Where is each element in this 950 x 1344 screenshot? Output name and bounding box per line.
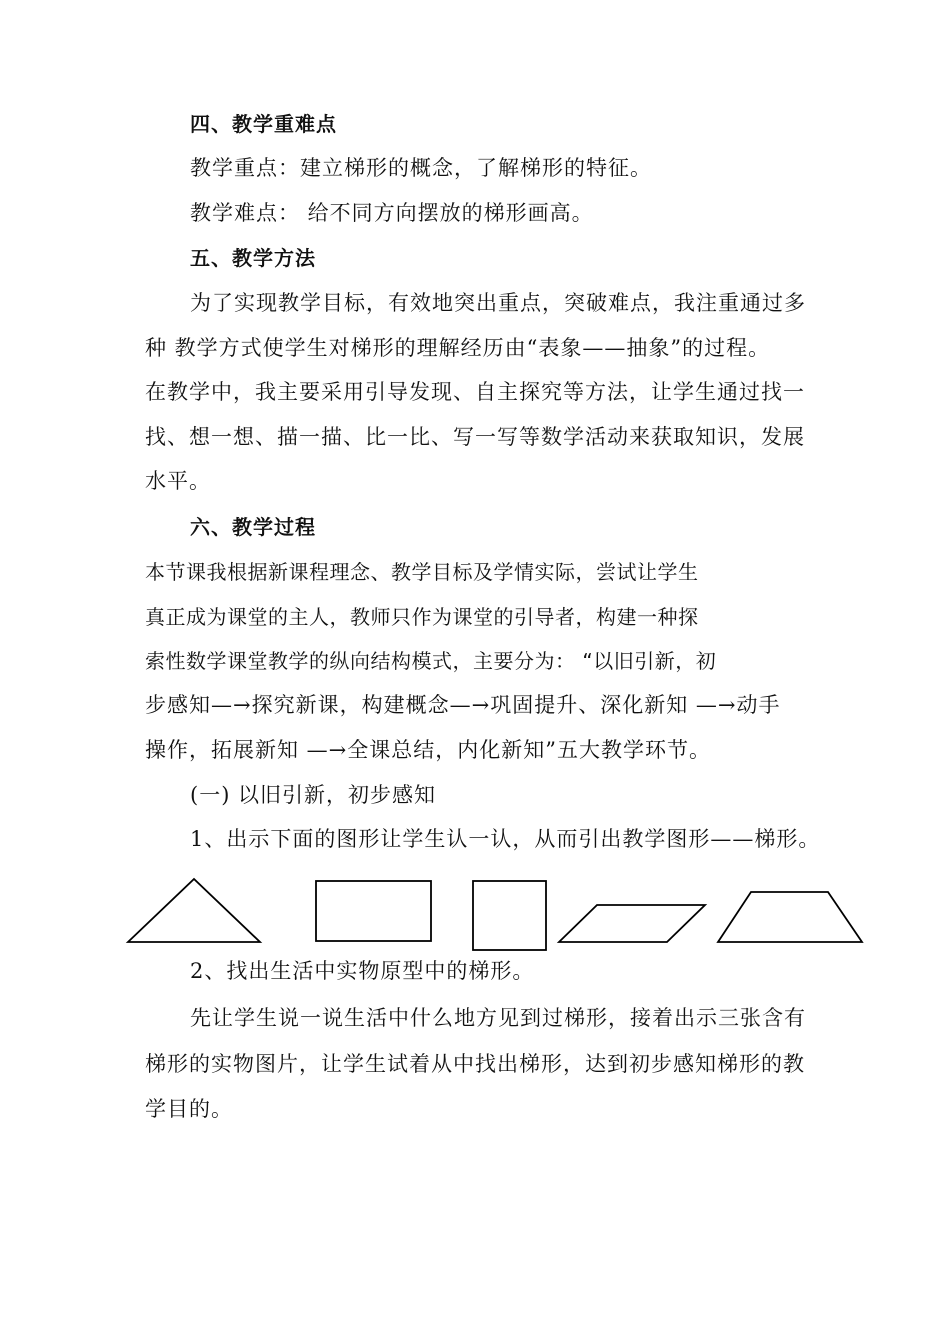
triangle-shape (128, 879, 260, 942)
section-heading-6: 六、教学过程 (190, 515, 316, 539)
trapezoid-shape (718, 892, 862, 942)
parallelogram-shape (559, 905, 705, 942)
shapes-figure (0, 870, 950, 960)
para-line-2: 梯形的实物图片，让学生试着从中找出梯形，达到初步感知梯形的教 (145, 1052, 805, 1076)
rectangle-shape (316, 881, 431, 941)
para-line-1: 先让学生说一说生活中什么地方见到过梯形，接着出示三张含有 (190, 1006, 806, 1030)
part-1-title: (一) 以旧引新，初步感知 (190, 783, 437, 807)
process-intro-line-5: 操作，拓展新知 —→全课总结，内化新知”五大教学环节。 (145, 738, 712, 762)
difficult-point-text: 教学难点： 给不同方向摆放的梯形画高。 (190, 201, 594, 225)
para-line-3: 学目的。 (145, 1097, 233, 1121)
section-heading-4: 四、教学重难点 (190, 112, 337, 136)
process-intro-line-2: 真正成为课堂的主人，教师只作为课堂的引导者，构建一种探 (145, 605, 699, 629)
process-intro-line-1: 本节课我根据新课程理念、教学目标及学情实际，尝试让学生 (145, 560, 699, 584)
method-line-5: 水平。 (145, 469, 211, 493)
process-intro-line-4: 步感知—→探究新课，构建概念—→巩固提升、深化新知 —→动手 (145, 693, 781, 717)
method-line-1: 为了实现教学目标，有效地突出重点，突破难点，我注重通过多 (190, 291, 806, 315)
step-1-text: 1、出示下面的图形让学生认一认，从而引出教学图形——梯形。 (190, 827, 821, 851)
square-shape (473, 881, 546, 950)
section-heading-5: 五、教学方法 (190, 246, 316, 270)
method-line-2: 种 教学方式使学生对梯形的理解经历由“表象——抽象”的过程。 (145, 336, 771, 360)
step-2-text: 2、找出生活中实物原型中的梯形。 (190, 959, 535, 983)
method-line-3: 在教学中，我主要采用引导发现、自主探究等方法，让学生通过找一 (145, 380, 805, 404)
process-intro-line-3: 索性数学课堂教学的纵向结构模式，主要分为： “以旧引新，初 (145, 649, 717, 673)
key-point-text: 教学重点：建立梯形的概念，了解梯形的特征。 (190, 156, 652, 180)
method-line-4: 找、想一想、描一描、比一比、写一写等数学活动来获取知识，发展 (145, 425, 805, 449)
